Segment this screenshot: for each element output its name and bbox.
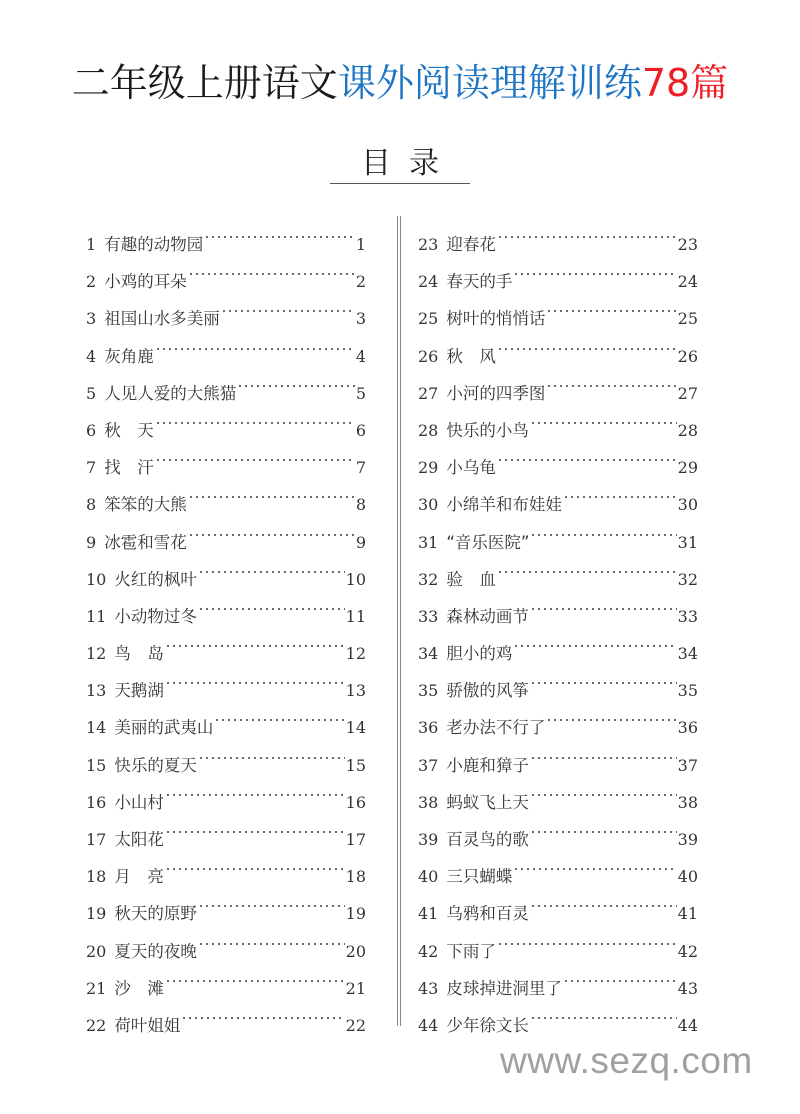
dot-leader (546, 362, 676, 399)
toc-entry-number: 1 (86, 235, 97, 254)
toc-entry-title: 百灵鸟的歌 (446, 830, 529, 849)
toc-entry-number: 13 (86, 681, 107, 701)
dot-leader (530, 808, 677, 845)
toc-entry-number: 19 (86, 904, 107, 924)
dot-leader (181, 994, 344, 1031)
dot-leader (188, 511, 355, 548)
dot-leader (165, 771, 345, 808)
toc-entry-number: 41 (418, 904, 439, 924)
dot-leader (497, 548, 677, 585)
toc-entry-page: 4 (355, 346, 366, 366)
toc-entry-page: 20 (345, 941, 366, 961)
toc-entry-page: 15 (345, 755, 366, 775)
toc-entry-page: 21 (345, 978, 366, 998)
toc-entry-title: 太阳花 (114, 830, 164, 849)
toc-entry-number: 27 (418, 383, 439, 403)
toc-entry-number: 35 (418, 681, 439, 701)
toc-entry-title: 天鹅湖 (114, 681, 164, 701)
toc-entry-page: 16 (345, 792, 366, 812)
toc-entry-title: 灰角鹿 (104, 346, 154, 366)
toc-entry-title: 有趣的动物园 (104, 235, 204, 254)
toc-entry-title: 快乐的夏天 (114, 755, 197, 775)
toc-entry-number: 22 (86, 1015, 107, 1035)
toc-entry-title: 小乌龟 (446, 458, 496, 478)
toc-entry-title: 树叶的悄悄话 (446, 309, 546, 329)
toc-entry-page: 12 (345, 644, 366, 664)
toc-entry-number: 23 (418, 235, 439, 254)
dot-leader (530, 399, 677, 436)
toc-entry-page: 41 (677, 904, 698, 924)
toc-entry-page: 28 (677, 420, 698, 440)
toc-entry-number: 28 (418, 420, 439, 440)
toc-entry-title: 火红的枫叶 (114, 569, 197, 589)
dot-leader (198, 920, 345, 957)
dot-leader (221, 287, 355, 324)
toc-entry-page: 13 (345, 681, 366, 701)
toc-entry-page: 34 (677, 644, 698, 664)
dot-leader (165, 808, 345, 845)
toc-entry-number: 25 (418, 309, 439, 329)
toc-entry-number: 3 (86, 309, 97, 329)
toc-entry-title: 夏天的夜晚 (114, 941, 197, 961)
toc-entry-page: 14 (345, 718, 366, 738)
toc-entry-number: 20 (86, 941, 107, 961)
toc-left-column (86, 213, 366, 1035)
toc-entry-title: 蚂蚁飞上天 (446, 792, 529, 812)
dot-leader (198, 734, 345, 771)
toc-entry-page: 27 (677, 383, 698, 403)
toc-entry-title: 迎春花 (446, 235, 496, 254)
toc-entry-page: 31 (677, 532, 698, 552)
toc-entry-number: 16 (86, 792, 107, 812)
dot-leader (165, 659, 345, 696)
dot-leader (237, 362, 355, 399)
toc-entry-page: 6 (355, 420, 366, 440)
toc-entry-page: 9 (355, 532, 366, 552)
toc-entry-number: 11 (86, 606, 107, 626)
toc-entry-number: 33 (418, 606, 439, 626)
title-grade-part: 二年级上册语文 (71, 61, 338, 105)
dot-leader (165, 957, 345, 994)
toc-entry-number: 14 (86, 718, 107, 738)
dot-leader (513, 250, 676, 287)
dot-leader (530, 882, 677, 919)
toc-entry-page: 3 (355, 309, 366, 329)
toc-entry-title: 荷叶姐姐 (114, 1015, 181, 1035)
toc-entry-number: 2 (86, 272, 97, 292)
toc-entry-number: 9 (86, 532, 97, 552)
toc-entry-number: 37 (418, 755, 439, 775)
document-title (0, 56, 800, 110)
dot-leader (165, 622, 345, 659)
toc-entry-page: 1 (355, 235, 366, 254)
dot-leader (513, 622, 676, 659)
dot-leader (530, 771, 677, 808)
dot-leader (563, 473, 677, 510)
dot-leader (198, 585, 345, 622)
toc-entry-title: 三只蝴蝶 (446, 867, 513, 887)
toc-entry-title: 鸟 岛 (114, 644, 164, 664)
toc-entry-page: 29 (677, 458, 698, 478)
dot-leader (530, 585, 677, 622)
dot-leader (155, 436, 355, 473)
toc-entry-title: 下雨了 (446, 941, 496, 961)
toc-entry-number: 21 (86, 978, 107, 998)
toc-entry-title: 沙 滩 (114, 978, 164, 998)
toc-entry-number: 34 (418, 644, 439, 664)
toc-entry-title: “音乐医院” (446, 532, 530, 552)
watermark-url: www.sezq.com (500, 1040, 753, 1081)
toc-entry-page: 22 (345, 1015, 366, 1035)
toc-entry-title: 老办法不行了 (446, 718, 546, 738)
toc-entry-title: 小鹿和獐子 (446, 755, 529, 775)
dot-leader (497, 325, 677, 362)
dot-leader (563, 957, 677, 994)
dot-leader (497, 436, 677, 473)
column-divider (397, 216, 401, 1026)
toc-entry-title: 胆小的鸡 (446, 644, 513, 664)
toc-entry-title: 秋 天 (104, 420, 154, 440)
toc-entry-number: 7 (86, 458, 97, 478)
dot-leader (530, 734, 677, 771)
toc-entry-title: 骄傲的风筝 (446, 681, 529, 701)
toc-entry-number: 17 (86, 830, 107, 849)
toc-heading-underline (330, 183, 470, 184)
toc-entry-title: 冰雹和雪花 (104, 532, 187, 552)
toc-entry-page: 17 (345, 830, 366, 849)
toc-entry-number: 5 (86, 383, 97, 403)
dot-leader (530, 659, 677, 696)
toc-entry-page: 26 (677, 346, 698, 366)
toc-entry-page: 25 (677, 309, 698, 329)
toc-entry-page: 2 (355, 272, 366, 292)
toc-entry-number: 31 (418, 532, 439, 552)
dot-leader (497, 213, 677, 250)
dot-leader (155, 399, 355, 436)
toc-entry-page: 39 (677, 830, 698, 849)
toc-entry-page: 23 (677, 235, 698, 254)
dot-leader (497, 920, 677, 957)
dot-leader (155, 325, 355, 362)
toc-entry-title: 小动物过冬 (114, 606, 197, 626)
toc-entry-title: 祖国山水多美丽 (104, 309, 220, 329)
toc-entry-number: 43 (418, 978, 439, 998)
toc-entry-page: 33 (677, 606, 698, 626)
toc-entry-page: 10 (345, 569, 366, 589)
dot-leader (165, 845, 345, 882)
toc-heading: 目录 (361, 146, 457, 181)
toc-entry-number: 29 (418, 458, 439, 478)
toc-entry-title: 找 汗 (104, 458, 154, 478)
toc-entry-title: 验 血 (446, 569, 496, 589)
toc-entry-number: 24 (418, 272, 439, 292)
toc-entry-number: 4 (86, 346, 97, 366)
dot-leader (530, 994, 677, 1031)
dot-leader (188, 473, 355, 510)
dot-leader (188, 250, 355, 287)
toc-entry-title: 秋 风 (446, 346, 496, 366)
title-count-part: 78篇 (641, 61, 729, 105)
toc-right-column (418, 213, 698, 1035)
toc-entry-title: 小河的四季图 (446, 383, 546, 403)
toc-entry-number: 18 (86, 867, 107, 887)
toc-entry-title: 快乐的小鸟 (446, 420, 529, 440)
toc-entry-page: 40 (677, 867, 698, 887)
toc-entry[interactable] (418, 213, 698, 254)
title-subject-part: 课外阅读理解训练 (337, 61, 642, 105)
toc-entry-page: 7 (355, 458, 366, 478)
toc-entry-page: 38 (677, 792, 698, 812)
dot-leader (204, 213, 355, 250)
toc-entry-page: 5 (355, 383, 366, 403)
toc-entry-number: 30 (418, 495, 439, 515)
toc-entry-page: 24 (677, 272, 698, 292)
toc-entry-title: 人见人爱的大熊猫 (104, 383, 237, 403)
toc-entry-page: 36 (677, 718, 698, 738)
toc-entry-title: 笨笨的大熊 (104, 495, 187, 515)
dot-leader (198, 882, 345, 919)
toc-entry-page: 32 (677, 569, 698, 589)
toc-entry[interactable] (86, 213, 366, 254)
toc-entry-page: 35 (677, 681, 698, 701)
toc-entry-number: 42 (418, 941, 439, 961)
toc-entry-page: 30 (677, 495, 698, 515)
toc-entry-number: 40 (418, 867, 439, 887)
toc-entry-number: 10 (86, 569, 107, 589)
toc-entry-number: 6 (86, 420, 97, 440)
toc-entry-number: 8 (86, 495, 97, 515)
toc-entry-page: 42 (677, 941, 698, 961)
toc-entry-page: 8 (355, 495, 366, 515)
toc-entry-page: 44 (677, 1015, 698, 1035)
toc-entry-title: 皮球掉进洞里了 (446, 978, 562, 998)
dot-leader (546, 696, 676, 733)
dot-leader (513, 845, 676, 882)
toc-entry-number: 12 (86, 644, 107, 664)
toc-entry-title: 春天的手 (446, 272, 513, 292)
toc-entry-number: 44 (418, 1015, 439, 1035)
dot-leader (546, 287, 676, 324)
toc-entry-title: 秋天的原野 (114, 904, 197, 924)
dot-leader (530, 511, 676, 548)
dot-leader (214, 696, 344, 733)
toc-entry-page: 43 (677, 978, 698, 998)
toc-entry-page: 11 (345, 606, 366, 626)
toc-entry-title: 小山村 (114, 792, 164, 812)
toc-entry-title: 小绵羊和布娃娃 (446, 495, 562, 515)
dot-leader (198, 548, 345, 585)
toc-entry-number: 36 (418, 718, 439, 738)
toc-entry-title: 月 亮 (114, 867, 164, 887)
toc-entry-page: 37 (677, 755, 698, 775)
toc-entry-title: 小鸡的耳朵 (104, 272, 187, 292)
toc-entry-title: 乌鸦和百灵 (446, 904, 529, 924)
toc-entry-number: 32 (418, 569, 439, 589)
toc-entry-title: 美丽的武夷山 (114, 718, 214, 738)
toc-entry-number: 39 (418, 830, 439, 849)
toc-entry-number: 26 (418, 346, 439, 366)
toc-entry-number: 15 (86, 755, 107, 775)
toc-entry-title: 森林动画节 (446, 606, 529, 626)
toc-entry-title: 少年徐文长 (446, 1015, 529, 1035)
toc-entry-page: 19 (345, 904, 366, 924)
toc-entry-page: 18 (345, 867, 366, 887)
toc-entry-number: 38 (418, 792, 439, 812)
